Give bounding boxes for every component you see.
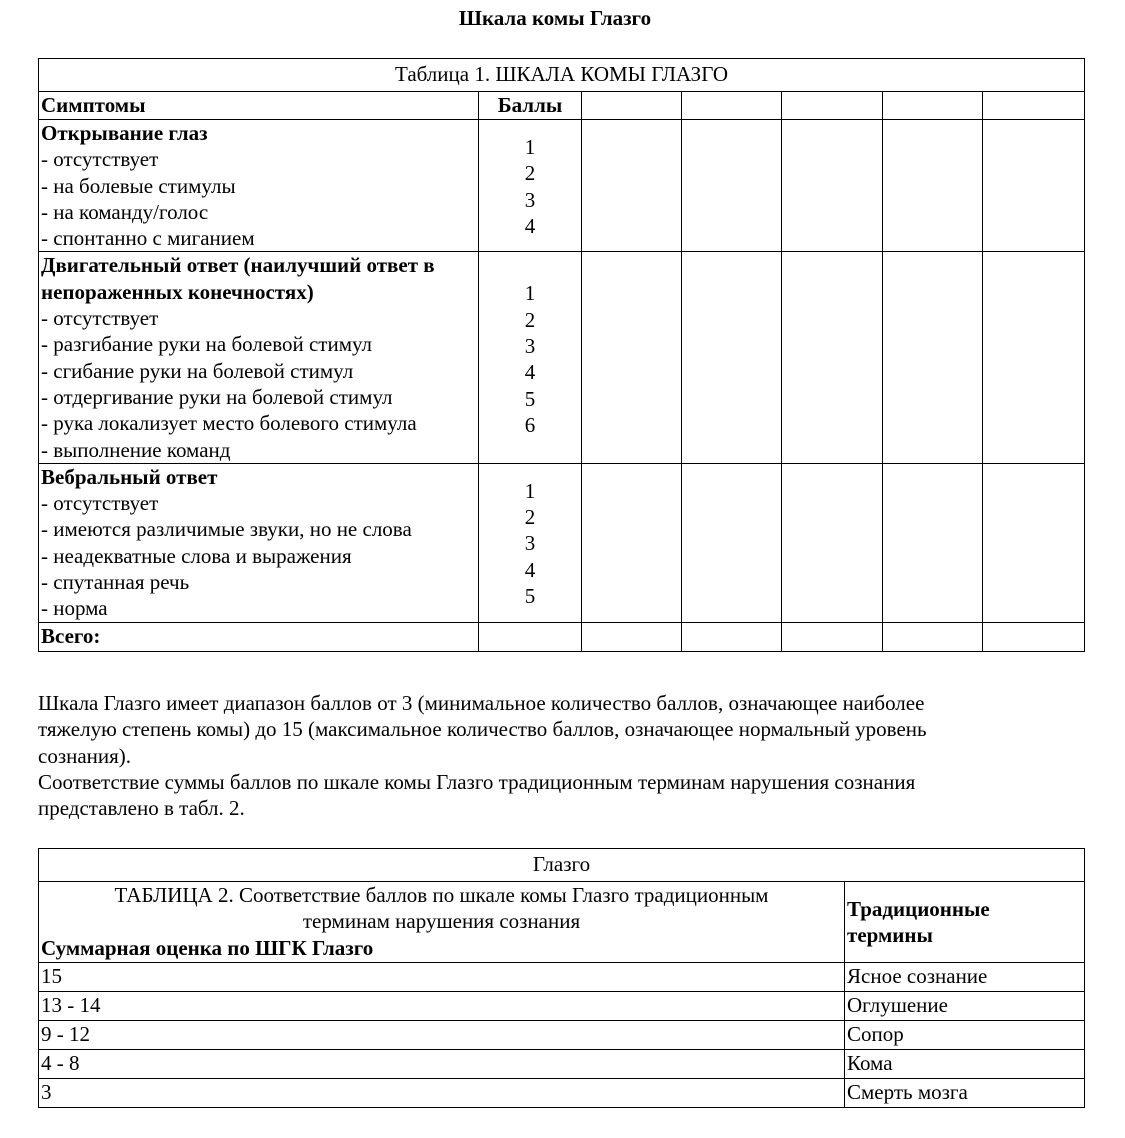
symptom-item: - на болевые стимулы: [41, 173, 236, 198]
blank-cell: [682, 92, 782, 120]
score-value: 4: [524, 360, 536, 385]
score-value: 6: [524, 412, 536, 437]
score-value: 5: [524, 584, 536, 609]
blank-cell: [883, 252, 983, 463]
group-title: Двигательный ответ (наилучший ответ в: [41, 253, 435, 278]
blank-cell: [582, 622, 682, 651]
paragraph-line: Шкала Глазго имеет диапазон баллов от 3 (минимальное количество баллов, означающее наиболее: [38, 691, 925, 715]
table-row: [39, 1050, 1085, 1079]
blank-cell: [983, 463, 1085, 622]
score-range: 9 - 12: [39, 1021, 845, 1050]
blank-cell: [883, 622, 983, 651]
table-row: [39, 1021, 1085, 1050]
total-label: Всего:: [39, 622, 479, 651]
symptom-item: - отсутствует: [41, 306, 159, 331]
table2-title: терминам нарушения сознания: [302, 909, 581, 934]
blank-cell: [479, 622, 582, 651]
score-range: 3: [39, 1079, 845, 1108]
score-value: 2: [524, 307, 536, 332]
blank-cell: [682, 463, 782, 622]
blank-cell: [582, 120, 682, 252]
score-value: 4: [524, 557, 536, 582]
symptom-item: - разгибание руки на болевой стимул: [41, 332, 373, 357]
glasgow-terms-table: [38, 848, 1085, 1108]
blank-cell: [782, 92, 883, 120]
blank-cell: [782, 120, 883, 252]
score-range: 13 - 14: [39, 992, 845, 1021]
group-verbal-response: [39, 463, 1085, 622]
consciousness-term: Смерть мозга: [845, 1079, 1085, 1108]
blank-cell: [983, 120, 1085, 252]
blank-cell: [983, 92, 1085, 120]
score-range: 4 - 8: [39, 1050, 845, 1079]
score-value: 1: [524, 478, 536, 503]
header-points: Баллы: [479, 92, 582, 120]
header-total-score: Суммарная оценка по ШГК Глазго: [41, 935, 374, 960]
symptom-item: - выполнение команд: [41, 437, 231, 462]
page-title: Шкала комы Глазго: [458, 6, 652, 30]
score-range: 15: [39, 963, 845, 992]
symptom-item: - спутанная речь: [41, 570, 190, 595]
table1-caption: Таблица 1. ШКАЛА КОМЫ ГЛАЗГО: [39, 59, 1085, 92]
blank-cell: [782, 622, 883, 651]
symptom-item: - отдергивание руки на болевой стимул: [41, 384, 393, 409]
score-value: 3: [524, 334, 536, 359]
blank-cell: [682, 622, 782, 651]
description-paragraph: [38, 690, 1098, 821]
consciousness-term: Оглушение: [845, 992, 1085, 1021]
consciousness-term: Ясное сознание: [845, 963, 1085, 992]
symptom-item: - норма: [41, 596, 108, 621]
score-value: 1: [524, 135, 536, 159]
blank-cell: [682, 252, 782, 463]
group-eye-opening: [39, 120, 1085, 252]
header-terms: Традиционные: [847, 896, 990, 921]
blank-cell: [782, 463, 883, 622]
blank-cell: [983, 622, 1085, 651]
consciousness-term: Кома: [845, 1050, 1085, 1079]
blank-cell: [883, 92, 983, 120]
score-value: 2: [524, 505, 536, 530]
consciousness-term: Сопор: [845, 1021, 1085, 1050]
group-title: Вебральный ответ: [41, 464, 218, 489]
symptom-item: - имеются различимые звуки, но не слова: [41, 517, 412, 542]
table-row: [39, 992, 1085, 1021]
group-title: непораженных конечностях): [41, 279, 314, 304]
paragraph-line: Соответствие суммы баллов по шкале комы Глазго традиционным терминам нарушения сознания: [38, 769, 916, 794]
blank-cell: [782, 252, 883, 463]
score-value: 2: [524, 161, 536, 186]
score-value: 4: [524, 213, 536, 238]
table-row: [39, 963, 1085, 992]
paragraph-line: тяжелую степень комы) до 15 (максимальное количество баллов, означающее нормальный уровень: [38, 717, 927, 742]
symptom-item: - отсутствует: [41, 491, 159, 516]
header-symptoms: Симптомы: [39, 92, 479, 120]
paragraph-line: представлено в табл. 2.: [38, 796, 245, 821]
symptom-item: - сгибание руки на болевой стимул: [41, 358, 354, 383]
table2-title: ТАБЛИЦА 2. Соответствие баллов по шкале комы Глазго традиционным: [114, 883, 769, 907]
score-value: 1: [524, 281, 536, 306]
symptom-item: - неадекватные слова и выражения: [41, 543, 352, 568]
group-motor-response: [39, 252, 1085, 463]
symptom-item: - рука локализует место болевого стимула: [41, 411, 417, 436]
blank-cell: [883, 463, 983, 622]
blank-cell: [582, 463, 682, 622]
blank-cell: [983, 252, 1085, 463]
symptom-item: - отсутствует: [41, 147, 159, 172]
score-value: 5: [524, 386, 536, 411]
paragraph-line: сознания).: [38, 743, 132, 768]
blank-cell: [582, 252, 682, 463]
symptom-item: - на команду/голос: [41, 199, 209, 224]
group-title: Открывание глаз: [41, 121, 208, 145]
score-value: 3: [524, 531, 536, 556]
blank-cell: [682, 120, 782, 252]
score-value: 3: [524, 187, 536, 212]
symptom-item: - спонтанно с миганием: [41, 226, 255, 251]
table-row: [39, 1079, 1085, 1108]
blank-cell: [582, 92, 682, 120]
table2-caption: Глазго: [39, 849, 1085, 882]
glasgow-scale-table: [38, 58, 1085, 652]
header-terms: термины: [847, 923, 933, 947]
blank-cell: [883, 120, 983, 252]
